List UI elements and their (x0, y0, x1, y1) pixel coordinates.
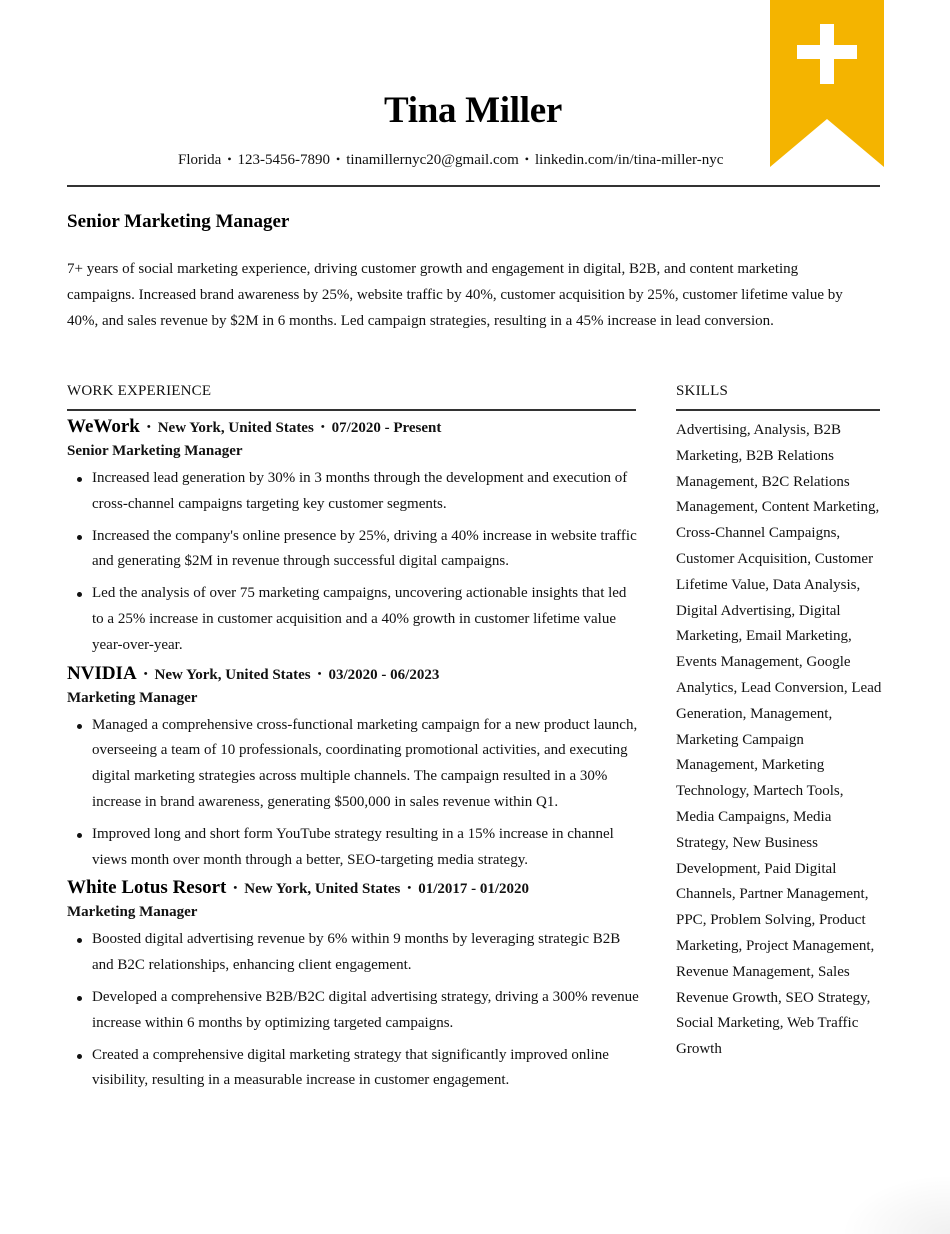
job-header (67, 876, 639, 900)
job-dates: 01/2017 - 01/2020 (418, 881, 530, 898)
work-experience-divider (67, 409, 636, 411)
bullet-item: Increased the company's online presence by 25%, driving a 40% increase in website traffic and generating $2M in revenue through successful digital campaigns. (67, 524, 639, 576)
job-role: Marketing Manager (67, 689, 198, 706)
candidate-name: Tina Miller (384, 90, 562, 131)
job-location: New York, United States (157, 420, 314, 436)
separator-dot: • (143, 667, 148, 680)
separator-dot: • (336, 152, 341, 166)
job-dates: 07/2020 - Present (331, 420, 442, 436)
job-bullets (67, 466, 639, 659)
bullet-item: Boosted digital advertising revenue by 6% within 9 months by leveraging strategic B2B and B2C relationships, enhancing client engagement. (67, 927, 639, 979)
profile-summary: 7+ years of social marketing experience, driving customer growth and engagement in digital, B2B, and content marketing campaigns. Increased brand awareness by 25%, website traffic by 40%, customer acquisition by 25%, customer lifetime value by 40%, and sales revenue by $2M in 6 months. Led campaign strategies, resulting in a 45% increase in lead conversion. (67, 261, 843, 329)
job-header (67, 662, 639, 686)
contact-phone[interactable]: 123-5456-7890 (237, 152, 331, 168)
separator-dot: • (407, 882, 412, 895)
skills-heading: SKILLS (676, 383, 729, 399)
job-bullets (67, 927, 639, 1094)
contact-email[interactable]: tinamillernyc20@gmail.com (346, 152, 519, 168)
bullet-item: Developed a comprehensive B2B/B2C digital advertising strategy, driving a 300% revenue increase within 6 months by optimizing targeted campaigns. (67, 985, 639, 1037)
job-dates: 03/2020 - 06/2023 (328, 666, 440, 683)
job-role: Marketing Manager (67, 904, 198, 921)
work-experience-list (67, 415, 639, 1097)
bullet-item: Managed a comprehensive cross-functional marketing campaign for a new product launch, overseeing a team of 10 professionals, coordinating promotional activities, and executing digital marketing strategies across multiple channels. The campaign resulted in a 30% increase in brand awareness, generating $500,000 in sales revenue within Q1. (67, 713, 639, 816)
separator-dot: • (146, 421, 151, 433)
profile-title: Senior Marketing Manager (67, 211, 290, 232)
job-entry-white-lotus (67, 876, 639, 1094)
bullet-item: Increased lead generation by 30% in 3 months through the development and execution of cross-channel campaigns targeting key customer segments. (67, 466, 639, 518)
job-bullets (67, 713, 639, 874)
add-section-ribbon[interactable] (770, 0, 884, 167)
job-company: NVIDIA (67, 662, 137, 684)
bullet-item: Improved long and short form YouTube strategy resulting in a 15% increase in channel views month over month through a better, SEO-targeting media strategy. (67, 822, 639, 874)
job-company: WeWork (67, 416, 140, 437)
job-location: New York, United States (244, 881, 401, 898)
skills-divider (676, 409, 880, 411)
plus-icon (770, 0, 884, 167)
job-entry-wework (67, 415, 639, 659)
bullet-item: Led the analysis of over 75 marketing campaigns, uncovering actionable insights that led to a 25% increase in customer acquisition and a 40% growth in customer lifetime value year-over-year. (67, 581, 639, 658)
skills-list: Advertising, Analysis, B2B Marketing, B2B Relations Management, B2C Relations Management, Content Marketing, Cross-Channel Campaigns, Customer Acquisition, Customer Lifetime Value, Data Analysis, Digital Advertising, Digital Marketing, Email Marketing, Events Management, Google Analytics, Lead Conversion, Lead Generation, Management, Marketing Campaign Management, Marketing Technology, Martech Tools, Media Campaigns, Media Strategy, New Business Development, Paid Digital Channels, Partner Management, PPC, Problem Solving, Product Marketing, Project Management, Revenue Management, Sales Revenue Growth, SEO Strategy, Social Marketing, Web Traffic Growth (676, 422, 882, 1058)
contact-line (178, 150, 723, 170)
job-location: New York, United States (154, 666, 311, 683)
work-experience-heading: WORK EXPERIENCE (67, 383, 212, 399)
separator-dot: • (227, 152, 232, 166)
bullet-item: Created a comprehensive digital marketing strategy that significantly improved online visibility, resulting in a measurable increase in customer engagement. (67, 1043, 639, 1095)
job-company: White Lotus Resort (67, 877, 227, 899)
job-entry-nvidia (67, 662, 639, 874)
separator-dot: • (320, 421, 325, 433)
job-header (67, 415, 639, 439)
separator-dot: • (233, 882, 238, 895)
separator-dot: • (317, 667, 322, 680)
contact-linkedin[interactable]: linkedin.com/in/tina-miller-nyc (534, 152, 724, 168)
header-divider (67, 185, 880, 187)
job-role: Senior Marketing Manager (67, 443, 243, 459)
separator-dot: • (524, 152, 529, 166)
contact-location: Florida (178, 152, 222, 168)
page-corner-shadow (840, 1174, 950, 1234)
